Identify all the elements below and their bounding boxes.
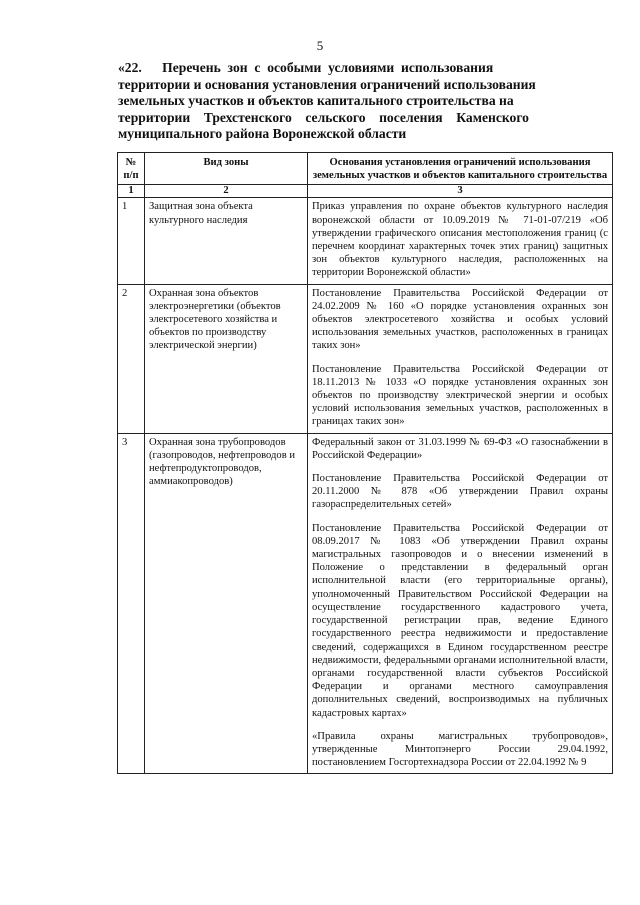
index-cell: 1 [118,185,145,198]
table-index-row [118,185,613,198]
table-row [118,198,613,284]
header-num: № п/п [118,153,145,185]
section-heading [118,60,611,143]
basis-paragraph: Федеральный закон от 31.03.1999 № 69-ФЗ «О газоснабжении в Российской Федерации» [312,436,608,461]
basis-cell [308,198,613,284]
table-row [118,284,613,433]
basis-paragraph: Постановление Правительства Российской Федерации от 18.11.2013 № 1033 «О порядке установления охранных зон объектов по производству электрической энергии и особых условий использования земельных участков, расположенных в границах таких зон» [312,363,608,428]
heading-line: «22. Перечень зон с особыми условиями использования [118,60,494,75]
heading-line: территории и основания установления ограничений использования [118,76,536,92]
basis-paragraph: Приказ управления по охране объектов культурного наследия воронежской области от 10.09.2019 № 71-01-07/219 «Об утверждении графического описания местоположения границ (с перечнем координат характерных точек этих границ) защитных зон объектов культурного наследия, расположенных на территории Воронежской области» [312,201,608,279]
heading-line: земельных участков и объектов капитального строительства на [118,93,514,109]
header-basis: Основания установления ограничений использования земельных участков и объектов капитального строительства [308,153,613,185]
index-cell: 3 [308,185,613,198]
table-row [118,433,613,774]
zones-table [117,152,613,774]
header-zone: Вид зоны [145,153,308,185]
index-cell: 2 [145,185,308,198]
zone-type: Защитная зона объекта культурного наследия [145,198,308,284]
heading-line: территории Трехстенского сельского поселения Каменского [118,109,529,125]
zone-type: Охранная зона трубопроводов (газопроводов, нефтепроводов и нефтепродуктопроводов, аммиакопроводов) [145,433,308,774]
basis-paragraph: «Правила охраны магистральных трубопроводов», утвержденные Минтопэнерго России 29.04.1992, постановлением Госгортехнадзора России от 22.04.1992 № 9 [312,730,608,769]
basis-paragraph: Постановление Правительства Российской Федерации от 08.09.2017 № 1083 «Об утверждении Правил охраны магистральных газопроводов и о внесении изменений в Положение о представлении в федеральный орган исполнительной власти (его территориальные органы), уполномоченный Правительством Российской Федерации на осуществление государственного кадастрового учета, государственной регистрации прав, ведение Единого государственного реестра недвижимости и предоставление сведений, содержащихся в Едином государственном реестре недвижимости, федеральными органами исполнительной власти, органами государственной власти субъектов Российской Федерации и органами местного самоуправления дополнительных сведений, воспроизводимых на публичных кадастровых картах» [312,522,608,719]
page-number: 5 [316,38,324,53]
row-number: 2 [118,284,145,433]
row-number: 3 [118,433,145,774]
row-number: 1 [118,198,145,284]
basis-cell [308,433,613,774]
zone-type: Охранная зона объектов электроэнергетики (объектов электросетевого хозяйства и объектов по производству электрической энергии) [145,284,308,433]
basis-paragraph: Постановление Правительства Российской Федерации от 24.02.2009 № 160 «О порядке установления охранных зон объектов электросетевого хозяйства и особых условий использования земельных участков, расположенных в границах таких зон» [312,287,608,352]
heading-line: муниципального района Воронежской области [118,126,407,142]
basis-paragraph: Постановление Правительства Российской Федерации от 20.11.2000 № 878 «Об утверждении Правил охраны газораспределительных сетей» [312,473,608,511]
table-header-row [118,153,613,185]
basis-cell [308,284,613,433]
